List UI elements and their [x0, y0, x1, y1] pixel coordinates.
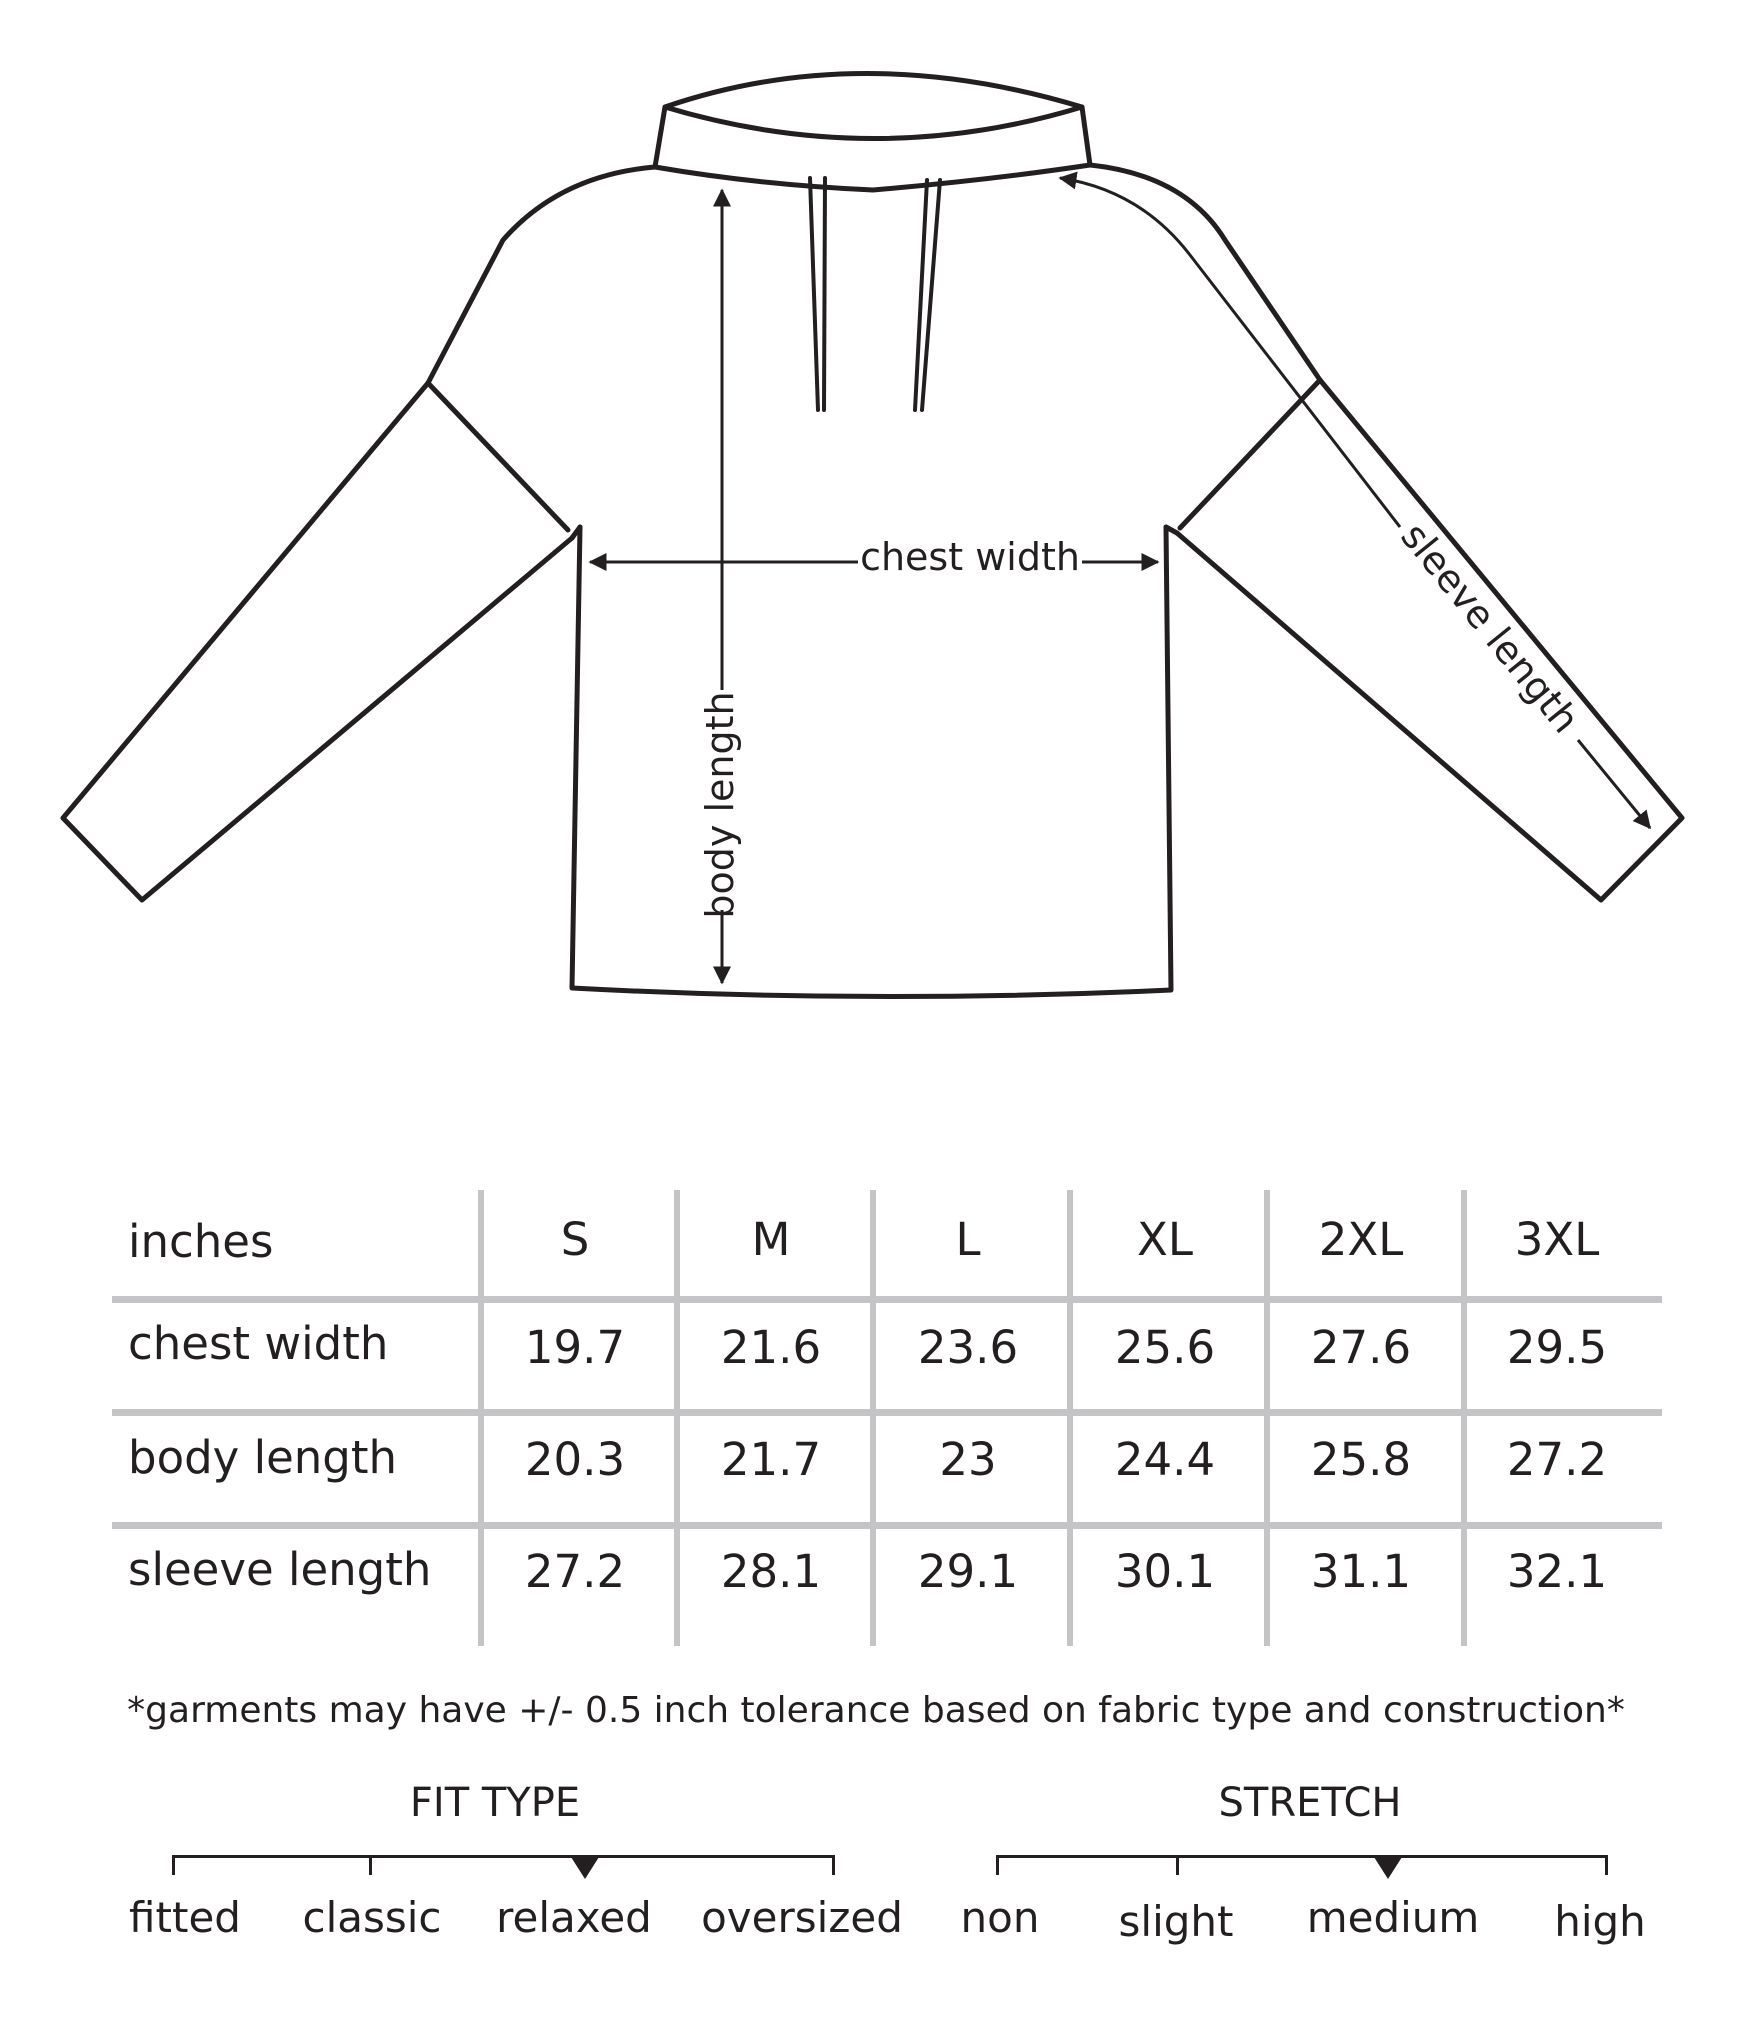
chest-width-label: chest width [860, 535, 1080, 579]
size-header-2xl: 2XL [1318, 1213, 1404, 1266]
fit-type-selected-marker [571, 1857, 599, 1879]
tolerance-note: *garments may have +/- 0.5 inch tolerance based on fabric type and construction* [127, 1690, 1625, 1731]
stretch-tick [1176, 1855, 1179, 1875]
size-header-m: M [751, 1213, 791, 1266]
fit-option-oversized: oversized [701, 1893, 903, 1942]
size-header-s: S [560, 1213, 590, 1266]
table-cell: 25.6 [1114, 1321, 1216, 1374]
row-label-chest-width: chest width [128, 1317, 389, 1370]
right-drawstring [915, 180, 940, 410]
table-cell: 20.3 [524, 1433, 626, 1486]
table-cell: 27.2 [524, 1545, 626, 1598]
hoodie-body [572, 527, 1171, 997]
fit-type-title: FIT TYPE [409, 1780, 581, 1826]
stretch-tick [1605, 1855, 1608, 1875]
size-header-3xl: 3XL [1514, 1213, 1600, 1266]
table-cell: 27.2 [1506, 1433, 1608, 1486]
hood-opening [655, 107, 1090, 190]
left-sleeve [63, 383, 572, 900]
unit-header: inches [128, 1215, 274, 1268]
fit-option-classic: classic [302, 1893, 442, 1942]
left-drawstring [810, 178, 825, 410]
stretch-scale-line [996, 1855, 1608, 1858]
stretch-option-medium: medium [1306, 1893, 1480, 1942]
body-length-label: body length [698, 691, 742, 919]
table-cell: 24.4 [1114, 1433, 1216, 1486]
table-cell: 29.1 [917, 1545, 1019, 1598]
fit-type-tick [369, 1855, 372, 1875]
stretch-option-non: non [960, 1893, 1040, 1942]
row-label-sleeve-length: sleeve length [128, 1543, 432, 1596]
fit-type-scale-line [172, 1855, 835, 1858]
left-cuff-seam [428, 383, 568, 530]
right-cuff-seam [1180, 380, 1320, 528]
table-cell: 32.1 [1506, 1545, 1608, 1598]
sleeve-length-label: sleeve length [1392, 514, 1588, 742]
size-header-l: L [955, 1213, 981, 1266]
row-label-body-length: body length [128, 1431, 398, 1484]
table-divider [112, 1296, 1662, 1303]
stretch-selected-marker [1374, 1857, 1402, 1879]
table-cell: 28.1 [720, 1545, 822, 1598]
table-cell: 31.1 [1310, 1545, 1412, 1598]
table-cell: 23 [939, 1433, 997, 1486]
table-cell: 29.5 [1506, 1321, 1608, 1374]
stretch-title: STRETCH [1218, 1780, 1402, 1826]
size-header-xl: XL [1137, 1213, 1193, 1266]
fit-type-tick [172, 1855, 175, 1875]
table-divider [112, 1409, 1662, 1416]
table-cell: 30.1 [1114, 1545, 1216, 1598]
fit-type-tick [832, 1855, 835, 1875]
table-cell: 21.7 [720, 1433, 822, 1486]
fit-option-fitted: fitted [129, 1893, 241, 1942]
table-cell: 21.6 [720, 1321, 822, 1374]
table-cell: 27.6 [1310, 1321, 1412, 1374]
size-chart-table [112, 1190, 1662, 1646]
stretch-option-high: high [1554, 1897, 1646, 1946]
table-cell: 23.6 [917, 1321, 1019, 1374]
table-cell: 25.8 [1310, 1433, 1412, 1486]
right-sleeve [1177, 380, 1682, 900]
left-shoulder [428, 167, 655, 383]
fit-option-relaxed: relaxed [496, 1893, 652, 1942]
stretch-tick [996, 1855, 999, 1875]
stretch-option-slight: slight [1118, 1897, 1234, 1946]
hood-top [665, 74, 1082, 108]
table-cell: 19.7 [524, 1321, 626, 1374]
table-divider [112, 1522, 1662, 1529]
